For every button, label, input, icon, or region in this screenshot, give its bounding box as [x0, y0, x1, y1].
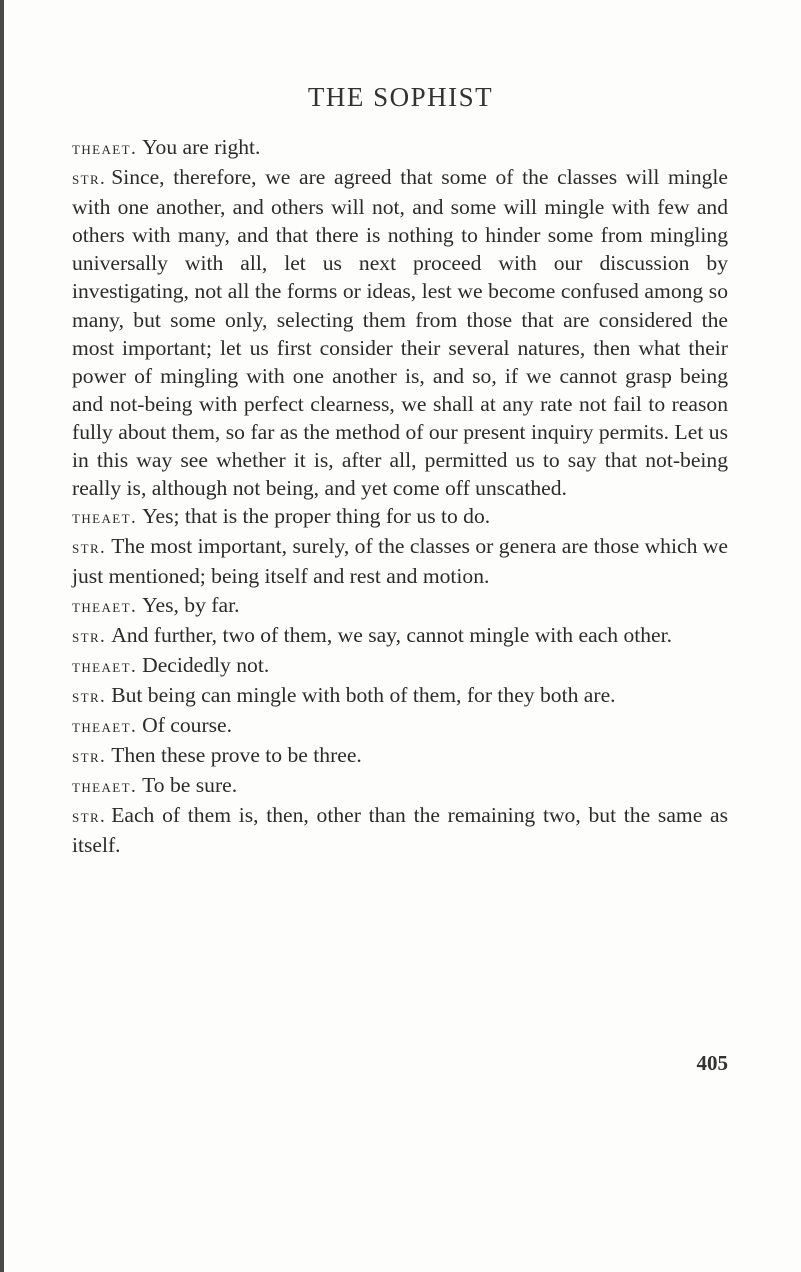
- speech-4: [72, 532, 728, 590]
- speech-text: Yes, by far.: [142, 592, 240, 617]
- speech-text: Since, therefore, we are agreed that some of the classes will mingle with one another, and others will not, and some will mingle with few and others with many, and that there is nothing to hinder some from mingling universally with all, let us next proceed with our discussion by investigating, not all the forms or ideas, lest we become confused among so many, but some only, selecting them from those that are considered the most important; let us first consider their several natures, then what their power of mingling with one another is, and so, if we cannot grasp being and not-being with perfect clearness, we shall at any rate not fail to reason fully about them, so far as the method of our present inquiry permits. Let us in this way see whether it is, after all, permitted us to say that not-being really is, although not being, and yet come off unscathed.: [72, 165, 728, 501]
- speech-9: [72, 711, 728, 741]
- page-number: 405: [696, 1051, 728, 1075]
- speech-1: [72, 133, 728, 163]
- speaker-label: theaet.: [72, 595, 138, 617]
- speaker-label: theaet.: [72, 507, 138, 529]
- speaker-label: str.: [72, 685, 107, 707]
- speech-3: [72, 502, 728, 532]
- speaker-label: theaet.: [72, 138, 138, 159]
- speech-7: [72, 651, 728, 681]
- speech-10: [72, 741, 728, 771]
- speech-11: [72, 771, 728, 801]
- speech-6: [72, 621, 728, 651]
- speaker-label: theaet.: [72, 715, 138, 737]
- speech-text: And further, two of them, we say, cannot mingle with each other.: [111, 622, 673, 647]
- speech-text: The most important, surely, of the classes or genera are those which we just mentioned; being itself and rest and motion.: [72, 534, 728, 589]
- speech-text: Yes; that is the proper thing for us to do.: [142, 504, 491, 529]
- speech-text: Each of them is, then, other than the remaining two, but the same as itself.: [72, 803, 728, 858]
- speech-12: [72, 801, 728, 859]
- speech-text: Decidedly not.: [142, 652, 270, 677]
- speaker-label: str.: [72, 806, 107, 828]
- speech-2: [72, 163, 728, 502]
- speech-5: [72, 591, 728, 621]
- speaker-label: str.: [72, 745, 107, 767]
- speech-text: You are right.: [142, 135, 261, 159]
- page-edge-line: [0, 0, 4, 1272]
- speaker-label: str.: [72, 625, 107, 647]
- speaker-label: theaet.: [72, 776, 138, 798]
- running-head: THE SOPHIST: [307, 82, 494, 112]
- speaker-label: str.: [72, 537, 107, 559]
- speech-text: Of course.: [142, 712, 233, 737]
- speech-text: To be sure.: [142, 773, 238, 798]
- dialogue-text: [72, 133, 728, 859]
- speech-8: [72, 681, 728, 711]
- speaker-label: theaet.: [72, 655, 138, 677]
- speech-text: Then these prove to be three.: [111, 742, 362, 767]
- speech-text: But being can mingle with both of them, for they both are.: [111, 682, 616, 707]
- speaker-label: str.: [72, 168, 107, 190]
